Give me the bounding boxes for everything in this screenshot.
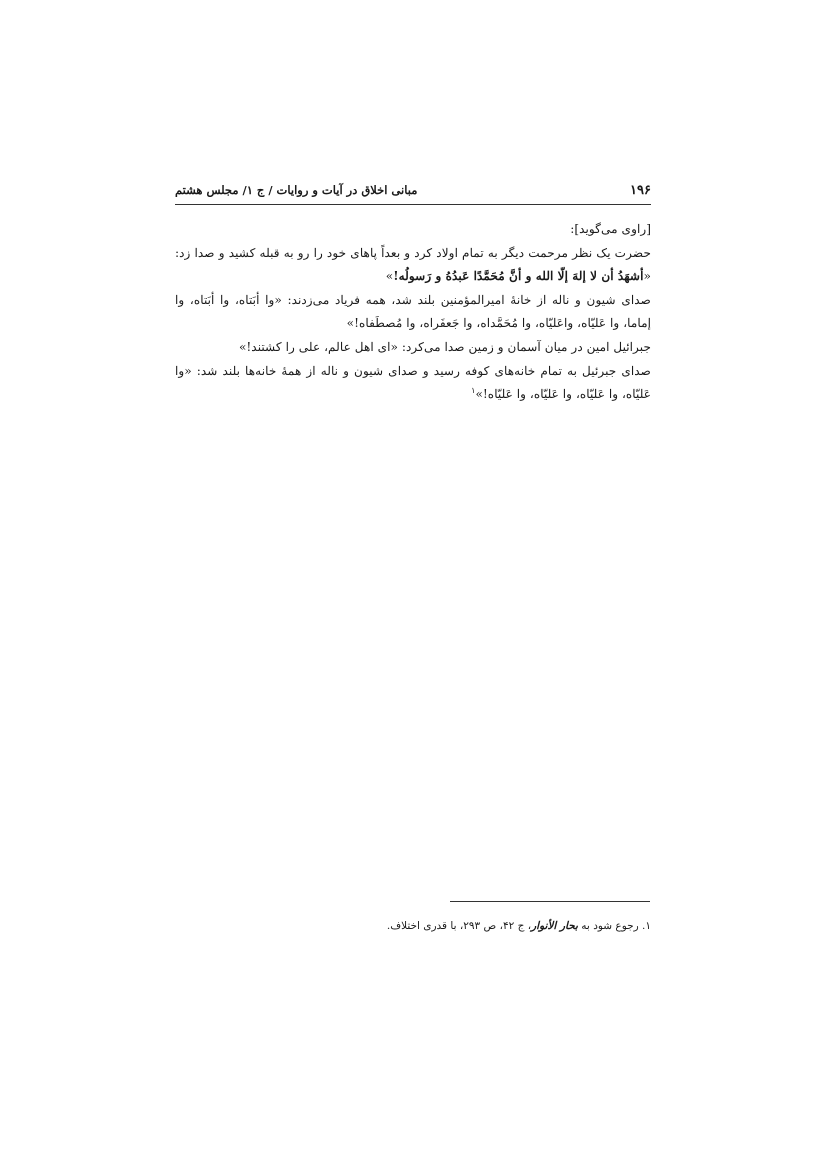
footnote-details: ، ج ۴۲، ص ۲۹۳، با قدری اختلاف. (386, 920, 532, 932)
body-text (175, 218, 651, 407)
shahada-quote: أشهَدُ أن لا إلهَ إلّا الله و أنَّ مُحَمَّدًا عَبدُهُ و رَسولُه! (393, 269, 644, 284)
paragraph-narrator: [راوی می‌گوید]: (570, 222, 651, 236)
footnote-prefix: ۱. رجوع شود به (577, 920, 651, 932)
paragraph-lament: صدای شیون و ناله از خانهٔ امیرالمؤمنین بلند شد، همه فریاد می‌زدند: «وا أبَتاه، وا أبَتاه، وا إماما، وا عَلیّاه، واعَلیّاه، وا مُحَمَّداه، وا جَعفَراه، وا مُصطَفاه!» (175, 292, 651, 331)
footnote-divider (450, 901, 650, 902)
testimony-intro: حضرت یک نظر مرحمت دیگر به تمام اولاد کرد و بعداً پاهای خود را رو به قبله کشید و صدا زد: « (175, 245, 651, 284)
testimony-close: » (385, 269, 394, 284)
footnote (175, 917, 651, 935)
paragraph-kufa (175, 360, 651, 407)
page-header (175, 176, 651, 204)
footnote-reference: ۱ (471, 386, 476, 396)
header-divider (175, 204, 651, 205)
paragraph-testimony (175, 242, 651, 289)
kufa-text: صدای جبرئیل به تمام خانه‌های کوفه رسید و صدای شیون و ناله از همهٔ خانه‌ها بلند شد: «وا عَلیّاه، وا عَلیّاه، وا عَلیّاه، وا عَلیّاه!» (175, 363, 651, 402)
page-number: ۱۹۶ (630, 182, 651, 198)
footnote-source-title: بحار الأنوار (531, 920, 578, 932)
paragraph-gabriel: جبرائیل امین در میان آسمان و زمین صدا می‌کرد: «ای اهل عالم، علی را کشتند!» (238, 339, 651, 354)
running-title: مبانی اخلاق در آیات و روایات / ج ۱/ مجلس هشتم (175, 183, 418, 197)
